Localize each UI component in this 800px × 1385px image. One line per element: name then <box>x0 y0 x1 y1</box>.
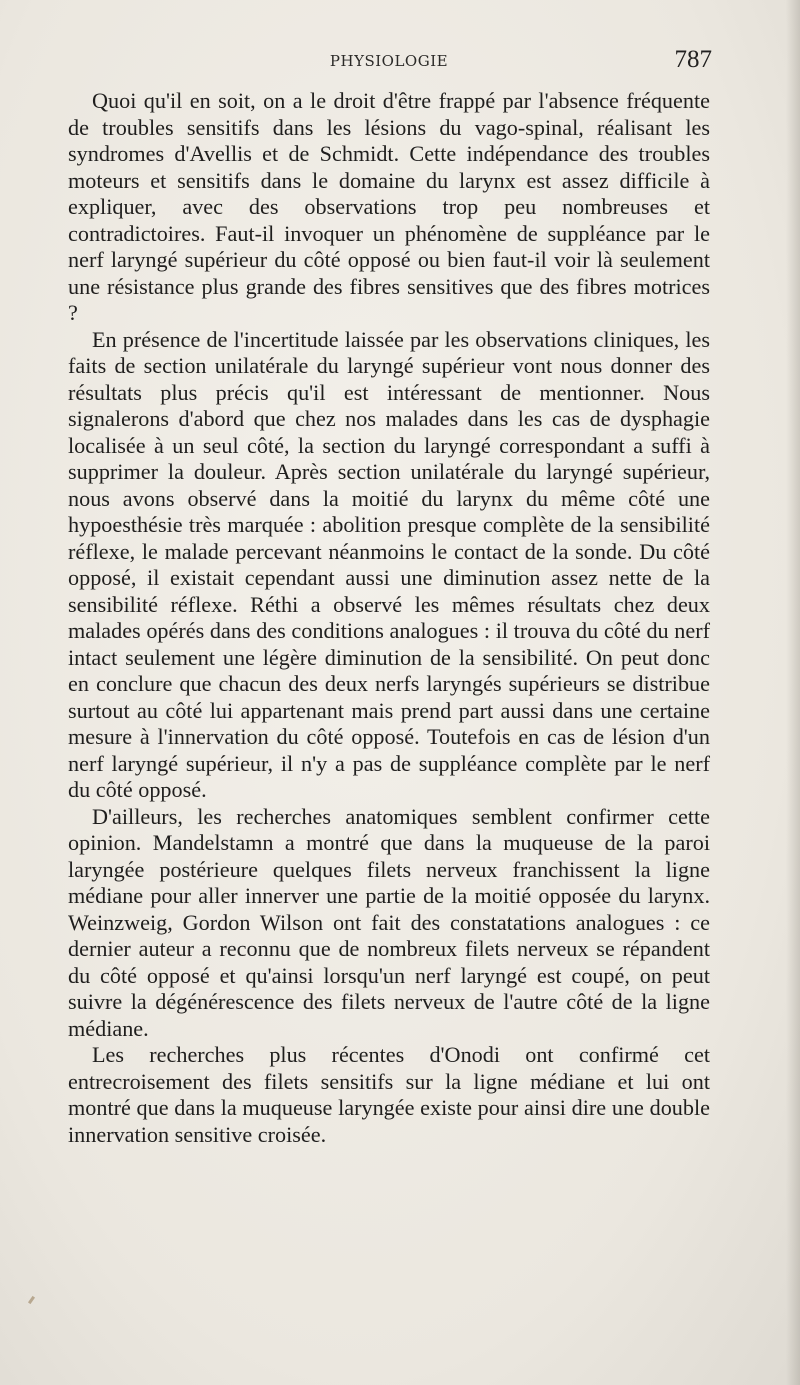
page-number: 787 <box>674 46 712 73</box>
paragraph: En présence de l'incertitude laissée par les observations cliniques, les faits de section unilatérale du laryngé supérieur vont nous donner des résultats plus précis qu'il est intéressant de mentionner. Nous signalerons d'abord que chez nos malades dans les cas de dysphagie localisée à un seul côté, la section du laryngé correspondant a suffi à supprimer la douleur. Après section unilatérale du laryngé supérieur, nous avons observé dans la moitié du larynx du même côté une hypoesthésie très marquée : abolition presque complète de la sensibilité réflexe, le malade percevant néanmoins le contact de la sonde. Du côté opposé, il existait cependant aussi une diminution assez nette de la sensibilité réflexe. Réthi a observé les mêmes résultats chez deux malades opérés dans des conditions analogues : il trouva du côté du nerf intact seulement une légère diminution de la sensibilité. On peut donc en conclure que chacun des deux nerfs laryngés supérieurs se distribue surtout au côté lui appartenant mais prend part aussi dans une certaine mesure à l'innervation du côté opposé. Toutefois en cas de lésion d'un nerf laryngé supérieur, il n'y a pas de suppléance complète par le nerf du côté opposé. <box>68 326 710 802</box>
page-edge-shadow <box>786 0 800 1385</box>
paragraph: Quoi qu'il en soit, on a le droit d'être frappé par l'absence fréquente de troubles sensitifs dans les lésions du vago-spinal, réalisant les syndromes d'Avellis et de Schmidt. Cette indépendance des troubles moteurs et sensitifs dans le domaine du larynx est assez difficile à expliquer, avec des observations trop peu nombreuses et contradictoires. Faut-il invoquer un phénomène de suppléance par le nerf laryngé supérieur du côté opposé ou bien faut-il voir là seulement une résistance plus grande des fibres sensitives que des fibres motrices ? <box>68 88 710 325</box>
paragraph: D'ailleurs, les recherches anatomiques semblent confirmer cette opinion. Mandelstamn a montré que dans la muqueuse de la paroi laryngée postérieure quelques filets nerveux franchissent la ligne médiane pour aller innerver une partie de la moitié opposée du larynx. Weinzweig, Gordon Wilson ont fait des constatations analogues : ce dernier auteur a reconnu que de nombreux filets nerveux se répandent du côté opposé et qu'ainsi lorsqu'un nerf laryngé est coupé, on peut suivre la dégénérescence des filets nerveux de l'autre côté de la ligne médiane. <box>68 803 710 1041</box>
paragraph: Les recherches plus récentes d'Onodi ont confirmé cet entrecroisement des filets sensitifs sur la ligne médiane et lui ont montré que dans la muqueuse laryngée existe pour ainsi dire une double innervation sensitive croisée. <box>68 1042 710 1147</box>
body-text <box>68 88 710 1148</box>
page-header <box>66 44 712 80</box>
running-head: PHYSIOLOGIE <box>329 52 449 70</box>
ink-mark <box>28 1296 35 1304</box>
